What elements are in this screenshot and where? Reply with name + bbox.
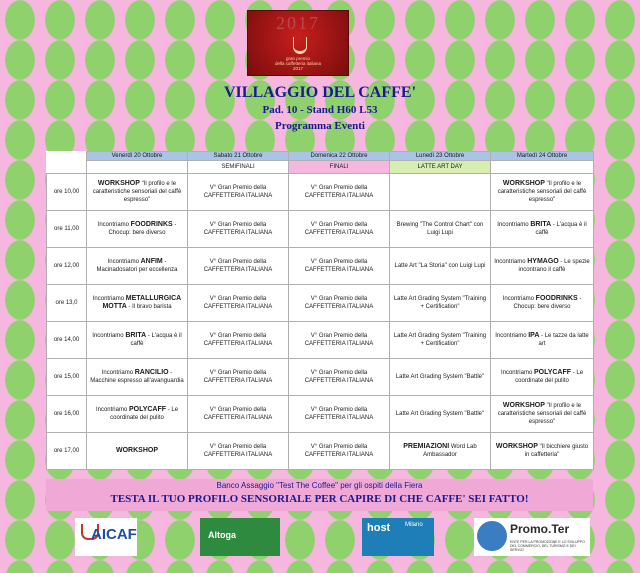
- event-cell-sun: V° Gran Premio della CAFFETTERIA ITALIANA: [289, 285, 390, 322]
- event-highlight: BRITA: [125, 332, 147, 339]
- event-cell-tue: [491, 285, 594, 322]
- event-cell-fri: [87, 322, 188, 359]
- event-cell-tue: [491, 433, 594, 470]
- event-highlight: METALLURGICA MOTTA: [102, 295, 182, 310]
- logo-line1: gran premio: [285, 56, 310, 61]
- tasting-bench-text: Banco Assaggio "Test The Coffee" per gli ospiti della Fiera: [216, 481, 423, 490]
- day-header-row: [47, 152, 594, 161]
- host-milano-logo: [362, 518, 434, 556]
- event-description: - Macchine espresso all'avanguardia: [90, 370, 184, 384]
- promoter-emblem-icon: [477, 521, 507, 551]
- event-highlight: ANFIM: [140, 258, 163, 265]
- promoter-subtext: ENTE PER LA PROMOZIONE E LO SVILUPPO DEL COMMERCIO, DEL TURISMO E DEI SERVIZI: [510, 540, 585, 552]
- event-highlight: RANCILIO: [134, 369, 169, 376]
- footer-banner: [46, 479, 593, 511]
- event-highlight: FOODRINKS: [535, 295, 578, 302]
- event-cell-tue: [491, 248, 594, 285]
- event-description: - L'acqua è il caffè: [130, 333, 182, 347]
- event-cell-sat: V° Gran Premio della CAFFETTERIA ITALIANA: [188, 248, 289, 285]
- logo-year: 2017: [276, 13, 320, 33]
- event-description: "Il bicchiere giusto in caffetteria": [524, 444, 589, 458]
- event-cell-fri: [87, 285, 188, 322]
- event-highlight: PREMIAZIONI: [403, 443, 450, 450]
- event-cell-sun: V° Gran Premio della CAFFETTERIA ITALIANA: [289, 359, 390, 396]
- sensory-profile-slogan: TESTA IL TUO PROFILO SENSORIALE PER CAPIRE DI CHE CAFFE' SEI FATTO!: [110, 493, 529, 505]
- event-highlight: POLYCAFF: [128, 406, 167, 413]
- subheader-row: [47, 161, 594, 174]
- day-header: Domenica 22 Ottobre: [289, 152, 390, 161]
- event-cell-tue: [491, 211, 594, 248]
- time-cell: ore 17,00: [47, 433, 87, 470]
- event-cell-sat: V° Gran Premio della CAFFETTERIA ITALIANA: [188, 322, 289, 359]
- altoga-text: Altoga: [208, 530, 236, 540]
- event-cell-sun: V° Gran Premio della CAFFETTERIA ITALIANA: [289, 211, 390, 248]
- event-description: - Le tazze da latte art: [538, 333, 589, 347]
- event-cell-fri: [87, 359, 188, 396]
- event-cell-fri: [87, 433, 188, 470]
- event-prefix: Incontriamo: [502, 296, 536, 302]
- event-cell-mon: Brewing "The Control Chart" con Luigi Lupi: [390, 211, 491, 248]
- corner-cell: [47, 152, 87, 161]
- schedule-row: [47, 248, 594, 285]
- corner-cell: [47, 161, 87, 174]
- event-highlight: WORKSHOP: [495, 443, 538, 450]
- event-cell-sat: V° Gran Premio della CAFFETTERIA ITALIANA: [188, 396, 289, 433]
- event-cell-sat: V° Gran Premio della CAFFETTERIA ITALIANA: [188, 174, 289, 211]
- event-highlight: WORKSHOP: [116, 447, 158, 454]
- event-cell-sat: V° Gran Premio della CAFFETTERIA ITALIANA: [188, 285, 289, 322]
- event-prefix: Incontriamo: [500, 370, 534, 376]
- event-cell-mon: Latte Art Grading System "Training + Certification": [390, 322, 491, 359]
- finali-label: FINALI: [289, 161, 390, 174]
- friday-subheader: [87, 161, 188, 174]
- event-cell-sun: V° Gran Premio della CAFFETTERIA ITALIANA: [289, 248, 390, 285]
- event-highlight: WORKSHOP: [502, 402, 545, 409]
- event-cell-sat: V° Gran Premio della CAFFETTERIA ITALIANA: [188, 359, 289, 396]
- schedule-row: [47, 174, 594, 211]
- event-highlight: WORKSHOP: [502, 180, 545, 187]
- event-description: - Le coordinate del pulito: [110, 407, 179, 421]
- gran-premio-logo: [247, 10, 349, 76]
- event-cell-fri: [87, 174, 188, 211]
- event-highlight: FOODRINKS: [130, 221, 173, 228]
- tuesday-subheader: [491, 161, 594, 174]
- event-description: - L'acqua è il caffè: [535, 222, 587, 236]
- event-description: - Le coordinate del pulito: [515, 370, 584, 384]
- event-prefix: Incontriamo: [95, 407, 129, 413]
- event-cell-fri: [87, 248, 188, 285]
- page-title: VILLAGGIO DEL CAFFE': [223, 84, 417, 101]
- aicaf-text: AICAF: [91, 526, 137, 543]
- day-header: Lunedì 23 Ottobre: [390, 152, 491, 161]
- event-cell-tue: [491, 322, 594, 359]
- event-prefix: Incontriamo: [107, 259, 141, 265]
- latte-art-day-label: LATTE ART DAY: [390, 161, 491, 174]
- event-cell-fri: [87, 396, 188, 433]
- time-cell: ore 13,0: [47, 285, 87, 322]
- promoter-logo: [474, 518, 590, 556]
- schedule-row: [47, 396, 594, 433]
- event-cell-mon: [390, 174, 491, 211]
- event-description: - Chocup: bere diverso: [108, 222, 177, 236]
- event-highlight: HYMAGO: [527, 258, 559, 265]
- event-cell-fri: [87, 211, 188, 248]
- event-highlight: BRITA: [530, 221, 552, 228]
- stand-location: Pad. 10 - Stand H60 L53: [262, 104, 378, 116]
- time-cell: ore 12,00: [47, 248, 87, 285]
- altoga-logo: [200, 518, 280, 556]
- event-cell-mon: Latte Art Grading System "Battle": [390, 396, 491, 433]
- day-header: Venerdì 20 Ottobre: [87, 152, 188, 161]
- schedule-row: [47, 211, 594, 248]
- host-city-text: Milano: [405, 522, 423, 528]
- event-highlight: WORKSHOP: [97, 180, 140, 187]
- program-heading: Programma Eventi: [275, 120, 365, 132]
- event-description: - Il bravo barista: [126, 304, 172, 310]
- event-cell-mon: [390, 433, 491, 470]
- time-cell: ore 14,00: [47, 322, 87, 359]
- event-cell-tue: [491, 359, 594, 396]
- event-cell-tue: [491, 174, 594, 211]
- title-block: [0, 84, 640, 132]
- schedule-row: [47, 433, 594, 470]
- event-prefix: Incontriamo: [101, 370, 135, 376]
- time-cell: ore 15,00: [47, 359, 87, 396]
- event-description: - Macinadosatori per eccellenza: [96, 259, 178, 273]
- event-cell-tue: [491, 396, 594, 433]
- schedule-body: [47, 174, 594, 470]
- event-prefix: Incontriamo: [97, 222, 131, 228]
- event-prefix: Incontriamo: [92, 296, 126, 302]
- event-description: "Il profilo e le caratteristiche sensoriali del caffè espresso": [92, 181, 182, 203]
- event-description: - Chocup: bere diverso: [513, 296, 582, 310]
- event-cell-sun: V° Gran Premio della CAFFETTERIA ITALIANA: [289, 433, 390, 470]
- event-cell-mon: Latte Art Grading System "Battle": [390, 359, 491, 396]
- schedule-row: [47, 285, 594, 322]
- event-cell-sun: V° Gran Premio della CAFFETTERIA ITALIANA: [289, 322, 390, 359]
- event-highlight: POLYCAFF: [533, 369, 572, 376]
- time-cell: ore 16,00: [47, 396, 87, 433]
- event-prefix: Incontriamo: [497, 222, 531, 228]
- event-cell-sun: V° Gran Premio della CAFFETTERIA ITALIANA: [289, 396, 390, 433]
- coffee-cup-icon: [293, 37, 307, 54]
- promoter-text: Promo.Ter: [510, 522, 570, 536]
- event-cell-sat: V° Gran Premio della CAFFETTERIA ITALIANA: [188, 433, 289, 470]
- event-prefix: Incontriamo: [92, 333, 126, 339]
- schedule-row: [47, 322, 594, 359]
- event-description: - Le spezie incontrano il caffè: [518, 259, 590, 273]
- event-cell-sat: V° Gran Premio della CAFFETTERIA ITALIANA: [188, 211, 289, 248]
- day-header: Sabato 21 Ottobre: [188, 152, 289, 161]
- semifinali-label: SEMIFINALI: [188, 161, 289, 174]
- event-description: Word Lab Ambassador: [423, 444, 477, 458]
- schedule-row: [47, 359, 594, 396]
- event-cell-mon: Latte Art "La Storia" con Luigi Lupi: [390, 248, 491, 285]
- time-cell: ore 10,00: [47, 174, 87, 211]
- schedule-table: [46, 151, 594, 470]
- event-cell-sun: V° Gran Premio della CAFFETTERIA ITALIANA: [289, 174, 390, 211]
- event-highlight: IPA: [528, 332, 540, 339]
- logo-line3: 2017: [292, 66, 303, 71]
- event-prefix: Incontriamo: [495, 333, 529, 339]
- event-cell-mon: Latte Art Grading System "Training + Certification": [390, 285, 491, 322]
- aicaf-logo: [75, 518, 137, 556]
- host-text: host: [367, 522, 391, 534]
- day-header: Martedì 24 Ottobre: [491, 152, 594, 161]
- event-description: "Il profilo e le caratteristiche sensoriali del caffè espresso": [497, 403, 587, 425]
- event-prefix: Incontriamo: [494, 259, 528, 265]
- time-cell: ore 11,00: [47, 211, 87, 248]
- event-description: "Il profilo e le caratteristiche sensoriali del caffè espresso": [497, 181, 587, 203]
- logo-line2: della caffetteria italiana: [275, 61, 321, 66]
